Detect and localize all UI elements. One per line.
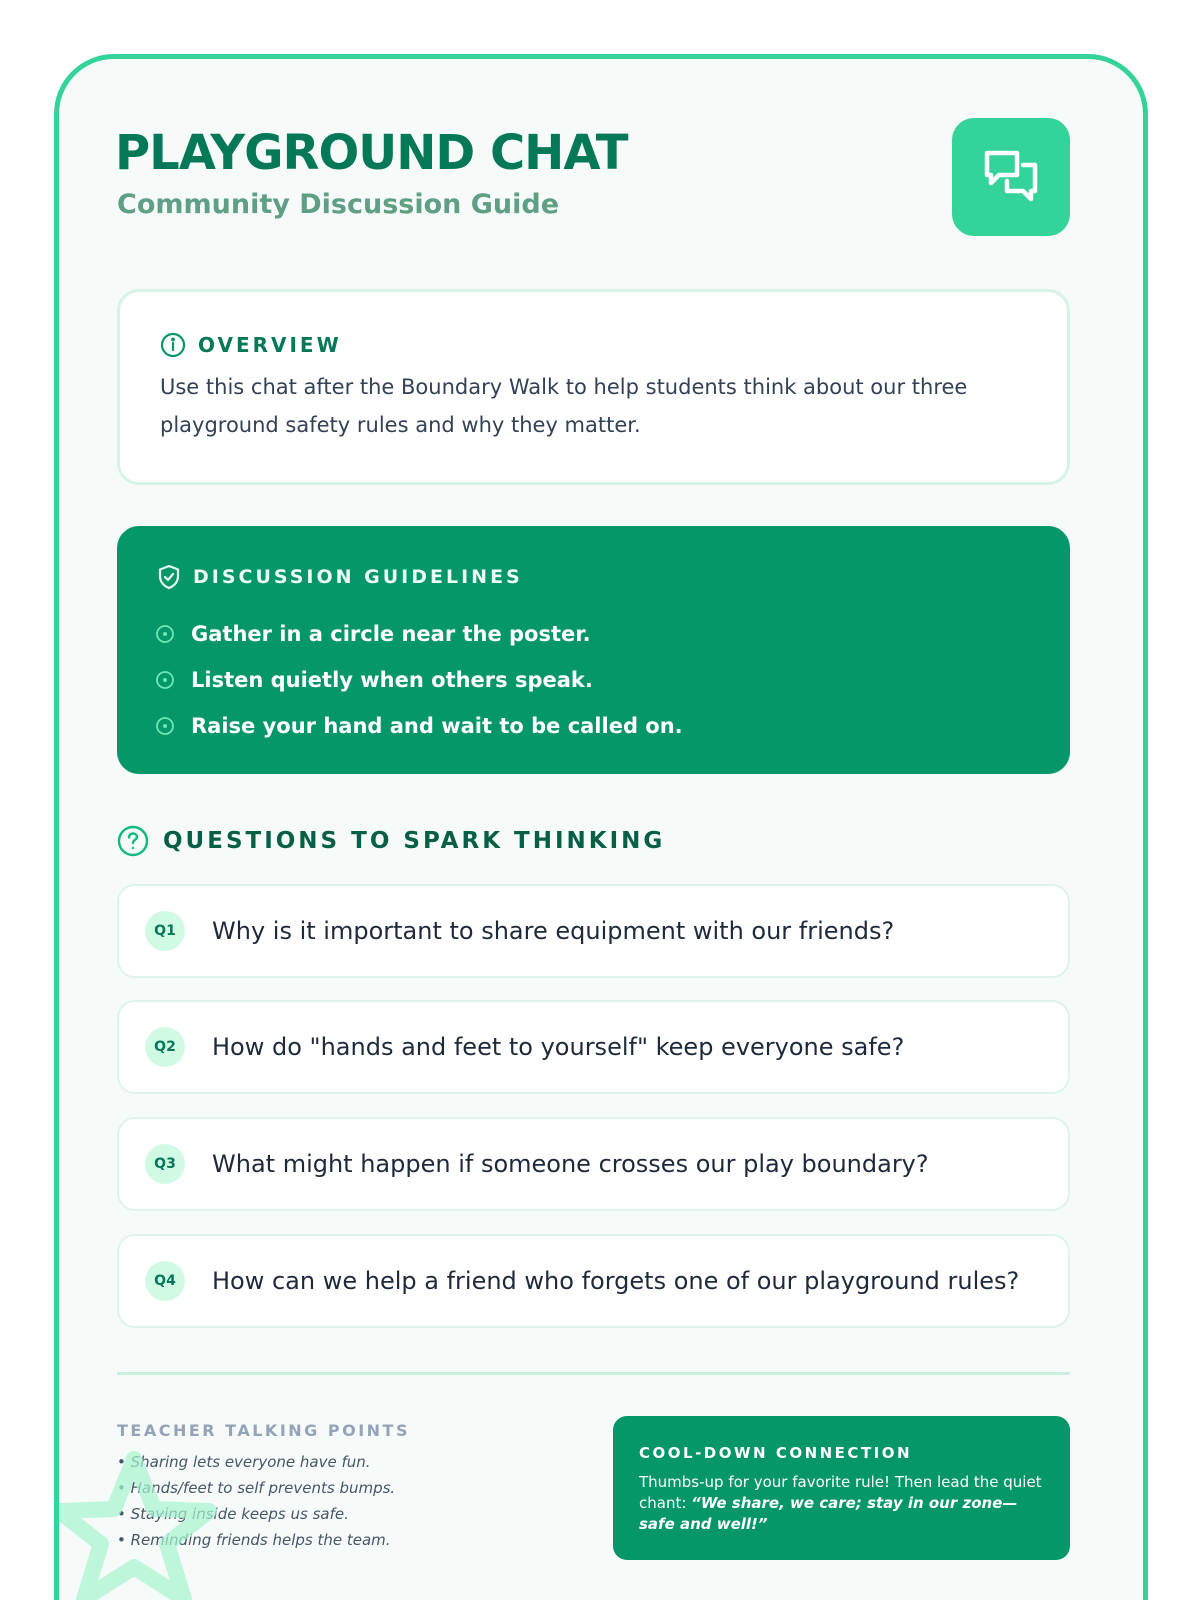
question-text: Why is it important to share equipment with our friends? [212, 917, 895, 945]
question-number-badge: Q2 [145, 1027, 185, 1067]
target-dot-icon [155, 670, 175, 690]
talking-point-item: • Sharing lets everyone have fun. [117, 1453, 371, 1471]
chat-badge [952, 118, 1070, 236]
questions-header [117, 825, 665, 857]
shield-check-icon [157, 564, 181, 590]
question-text: How do "hands and feet to yourself" keep everyone safe? [212, 1033, 905, 1061]
info-icon [160, 332, 186, 358]
section-divider [117, 1372, 1070, 1375]
guidelines-title: DISCUSSION GUIDELINES [193, 566, 523, 588]
question-circle-icon [117, 825, 149, 857]
question-number-badge: Q1 [145, 911, 185, 951]
overview-panel [117, 289, 1070, 485]
question-card [117, 1117, 1070, 1211]
question-text: What might happen if someone crosses our play boundary? [212, 1150, 929, 1178]
question-card [117, 884, 1070, 978]
guideline-item [155, 611, 683, 657]
cooldown-chant: “We share, we care; stay in our zone—safe and well!” [639, 1494, 1018, 1533]
cooldown-title: COOL-DOWN CONNECTION [639, 1444, 913, 1462]
question-card [117, 1000, 1070, 1094]
overview-text: Use this chat after the Boundary Walk to help students think about our three playground safety rules and why they matter. [160, 375, 968, 437]
overview-title: OVERVIEW [198, 333, 342, 357]
cooldown-instructions: Thumbs-up for your favorite rule! Then lead the quiet chant: [639, 1473, 1042, 1512]
guideline-text: Listen quietly when others speak. [191, 668, 593, 692]
talking-points-title: TEACHER TALKING POINTS [117, 1421, 410, 1440]
question-number-badge: Q4 [145, 1261, 185, 1301]
guidelines-list [155, 611, 683, 749]
guidelines-panel [117, 526, 1070, 774]
questions-title: QUESTIONS TO SPARK THINKING [163, 828, 666, 854]
question-card [117, 1234, 1070, 1328]
discussion-guide-card [54, 54, 1148, 1600]
question-number-badge: Q3 [145, 1144, 185, 1184]
talking-point-item: • Reminding friends helps the team. [117, 1531, 391, 1549]
guidelines-header [157, 564, 523, 590]
target-dot-icon [155, 624, 175, 644]
talking-point-item: • Staying inside keeps us safe. [117, 1505, 349, 1523]
guideline-item [155, 657, 683, 703]
target-dot-icon [155, 716, 175, 736]
talking-point-item: • Hands/feet to self prevents bumps. [117, 1479, 396, 1497]
guideline-text: Gather in a circle near the poster. [191, 622, 591, 646]
page-title: PLAYGROUND CHAT [115, 125, 628, 181]
chat-bubbles-icon [979, 145, 1043, 209]
page-subtitle: Community Discussion Guide [117, 189, 560, 220]
star-decoration-icon [54, 1439, 239, 1600]
overview-header [160, 332, 342, 358]
question-text: How can we help a friend who forgets one of our playground rules? [212, 1267, 1020, 1295]
guideline-item [155, 703, 683, 749]
guideline-text: Raise your hand and wait to be called on. [191, 714, 683, 738]
cooldown-text [639, 1472, 1049, 1535]
cooldown-panel [613, 1416, 1070, 1560]
